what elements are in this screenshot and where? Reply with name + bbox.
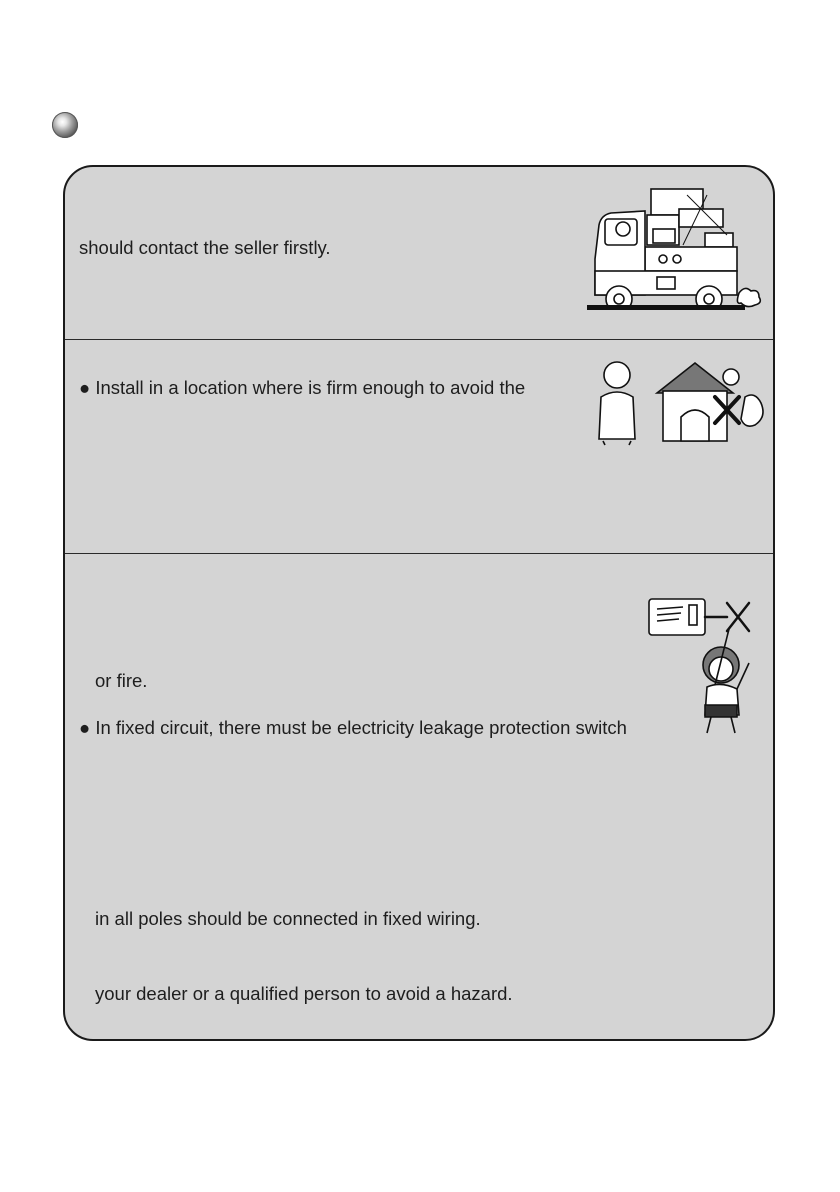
section-2-line-1: ● Install in a location where is firm enough to avoid the [79,377,526,398]
section-divider-2 [65,553,773,554]
house-illustration [595,357,775,447]
section-bullet-icon [52,112,78,138]
section-3-line-2: ● In fixed circuit, there must be electricity leakage protection switch [79,717,627,738]
section-3-line-4: your dealer or a qualified person to avoid a hazard. [95,983,513,1004]
section-1-line-1: should contact the seller firstly. [79,237,331,258]
section-3-line-1: or fire. [95,670,148,691]
notice-panel [63,165,775,1041]
section-divider-1 [65,339,773,340]
section-3-line-3: in all poles should be connected in fixed wiring. [95,908,481,929]
truck-illustration [587,185,767,310]
child-illustration [645,593,755,743]
